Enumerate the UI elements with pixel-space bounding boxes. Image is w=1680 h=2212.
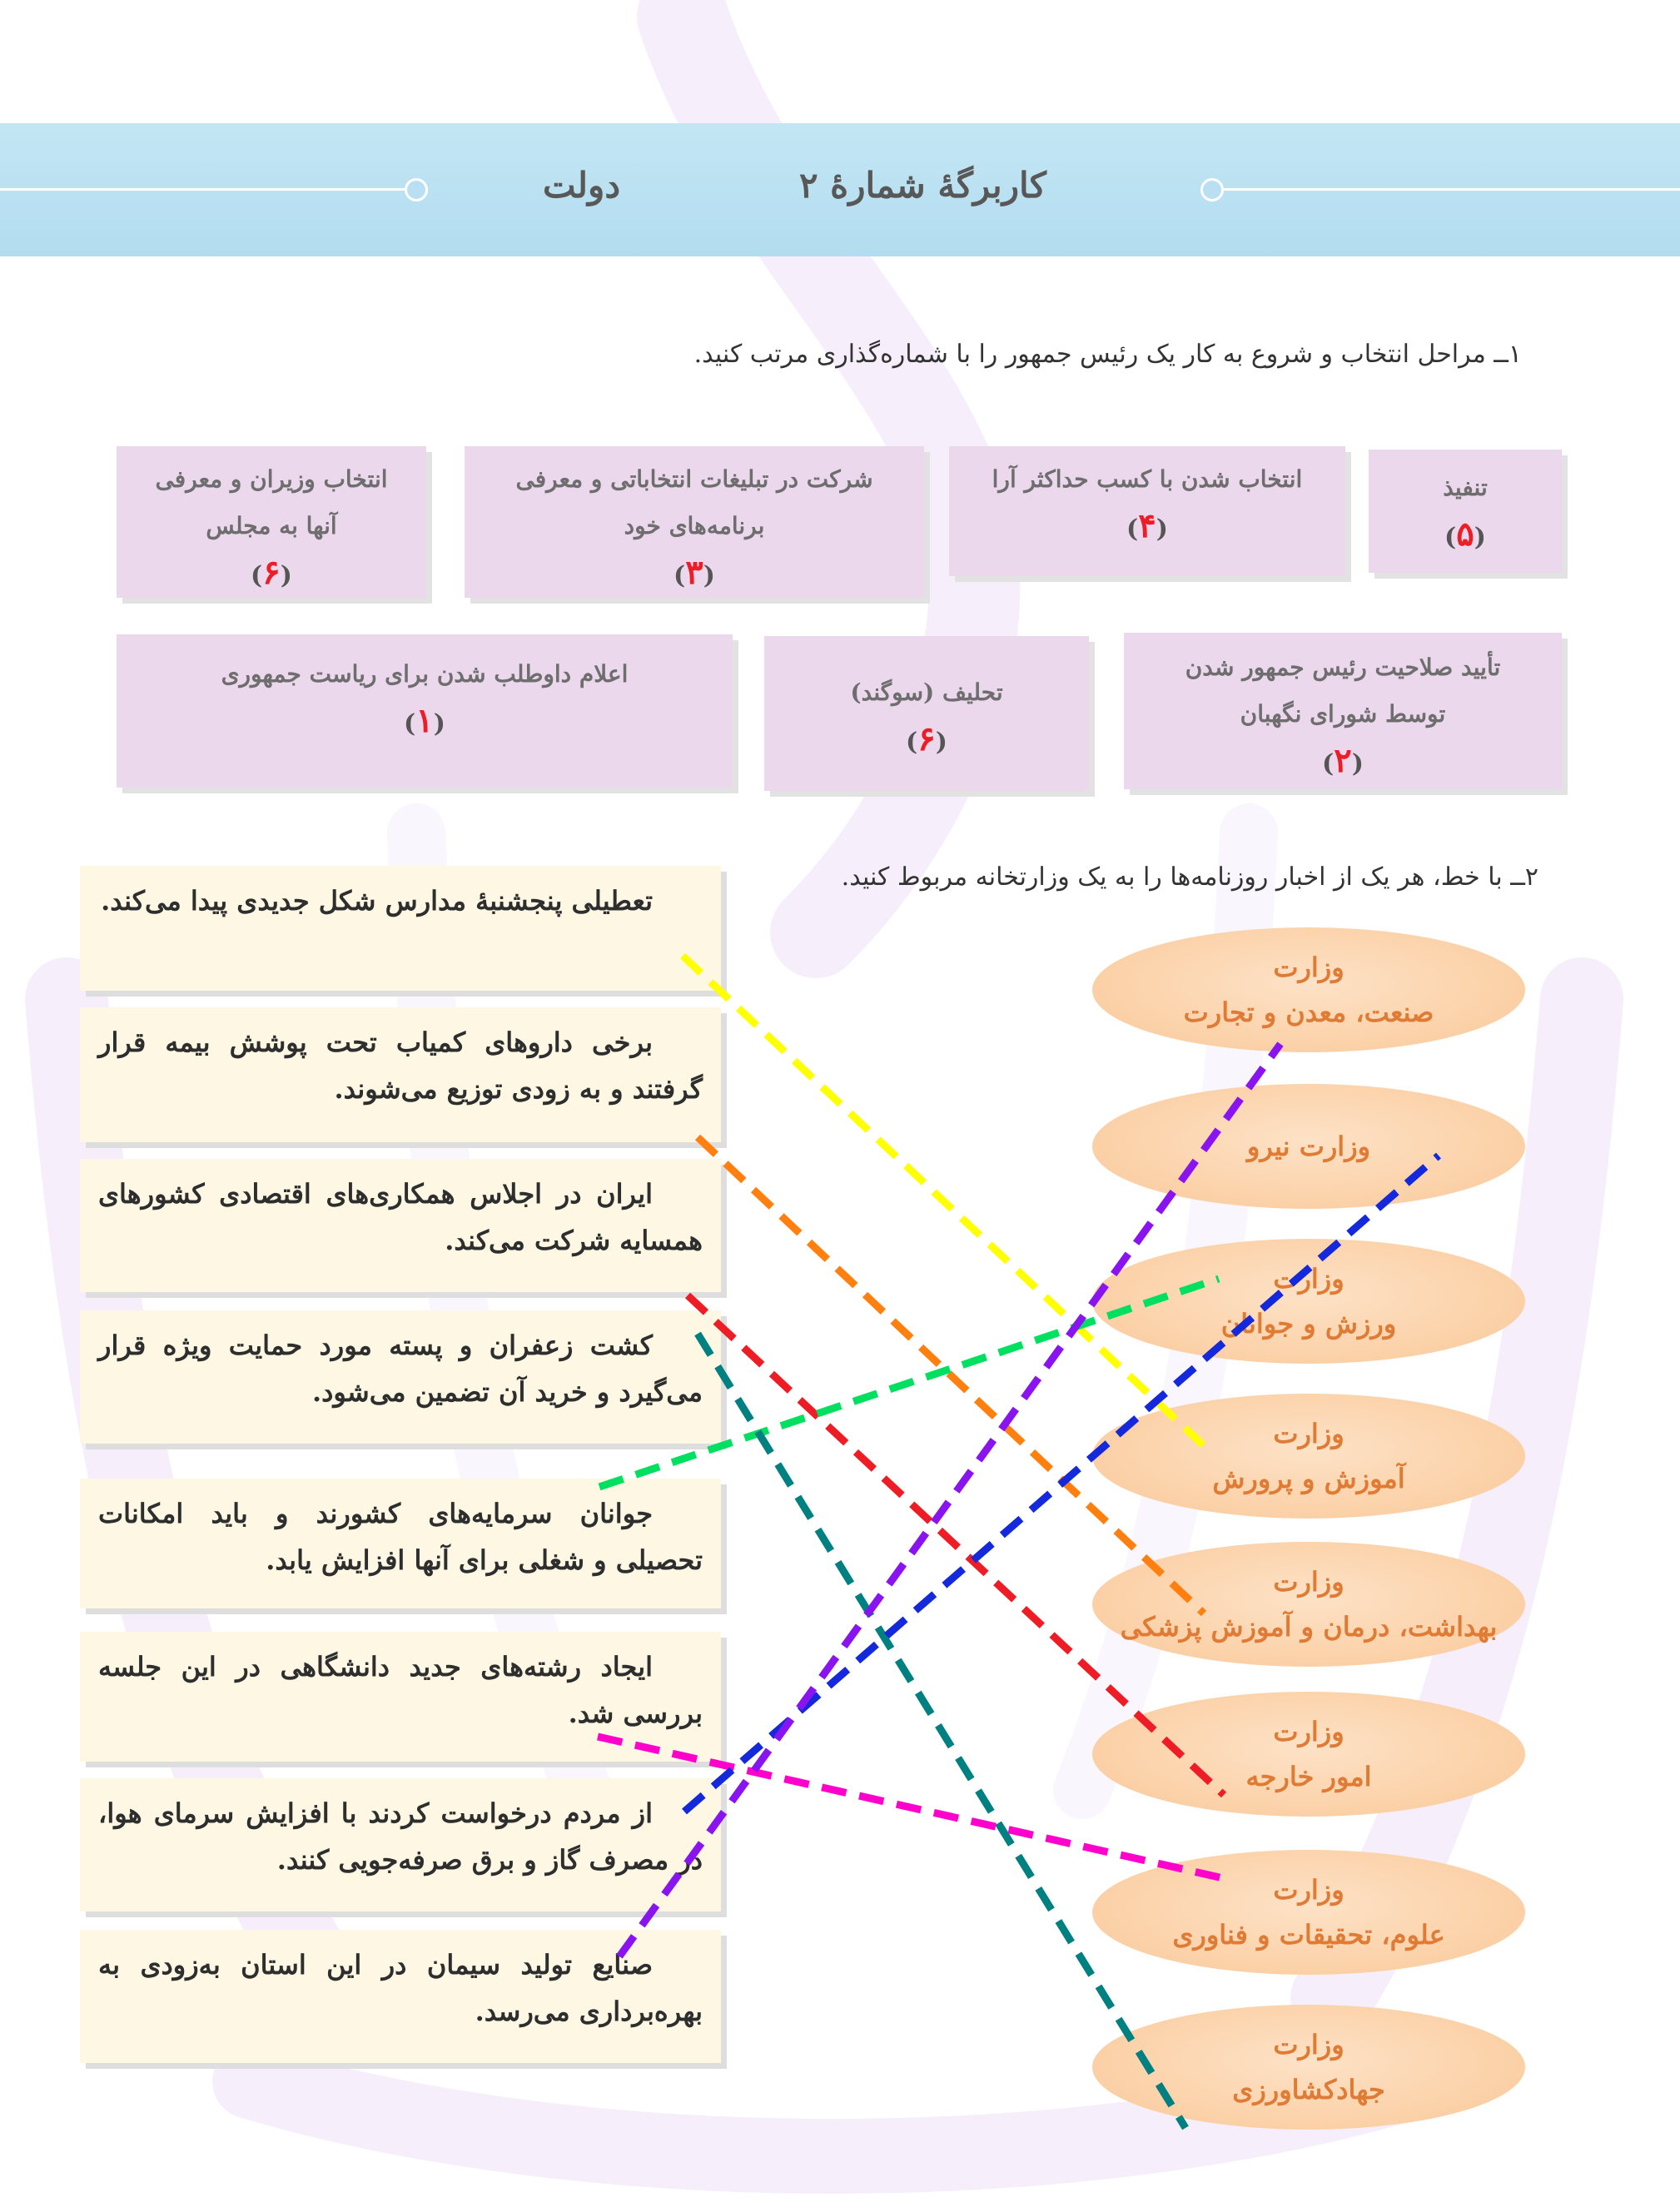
ministry-label: وزارت	[1273, 952, 1344, 983]
page-title: کاربرگهٔ شمارهٔ ۲	[799, 165, 1046, 206]
ministry-name: ورزش و جوانان	[1220, 1308, 1397, 1340]
step-card: شرکت در تبلیغات انتخاباتی و معرفی برنامه‌های خود (۳)	[465, 446, 924, 598]
ministry-oval	[1092, 1850, 1525, 1975]
step-text: تأیید صلاحیت رئیس جمهور شدن توسط شورای نگهبان	[1185, 654, 1501, 728]
news-item	[80, 1930, 721, 2063]
news-text: جوانان سرمایه‌های کشورند و باید امکانات تحصیلی و شغلی برای آنها افزایش یابد.	[98, 1498, 703, 1576]
step-text: شرکت در تبلیغات انتخاباتی و معرفی برنامه‌های خود	[515, 465, 873, 539]
ministry-name: امور خارجه	[1245, 1761, 1372, 1792]
news-item	[80, 1007, 721, 1142]
ministry-oval	[1092, 1692, 1525, 1817]
news-text: تعطیلی پنجشنبهٔ مدارس شکل جدیدی پیدا می‌کند.	[101, 885, 653, 917]
banner-dot-left	[405, 178, 428, 201]
news-text: از مردم درخواست کردند با افزایش سرمای هوا، در مصرف گاز و برق صرفه‌جویی کنند.	[98, 1797, 703, 1876]
ministry-label: وزارت	[1273, 2029, 1344, 2060]
ministry-name: جهادکشاورزی	[1232, 2074, 1385, 2105]
ministry-oval	[1092, 927, 1525, 1052]
news-text: ایران در اجلاس همکاری‌های اقتصادی کشورهای همسایه شرکت می‌کند.	[98, 1178, 703, 1256]
ministry-name: بهداشت، درمان و آموزش پزشکی	[1120, 1611, 1498, 1643]
step-answer: ۴	[1138, 506, 1156, 545]
banner-rule-left	[0, 188, 408, 191]
ministry-label: وزارت	[1273, 1418, 1344, 1449]
ministry-oval	[1092, 1084, 1525, 1209]
step-text: انتخاب وزیران و معرفی آنها به مجلس	[155, 465, 388, 539]
step-card: انتخاب شدن با کسب حداکثر آرا (۴)	[949, 446, 1345, 576]
ministry-label: وزارت	[1273, 1566, 1344, 1598]
step-card: تأیید صلاحیت رئیس جمهور شدن توسط شورای نگهبان (۲)	[1124, 633, 1562, 789]
ministry-oval	[1092, 2005, 1525, 2130]
page-subtitle: دولت	[543, 165, 621, 206]
step-answer: ۶	[917, 719, 936, 758]
news-text: ایجاد رشته‌های جدید دانشگاهی در این جلسه بررسی شد.	[98, 1651, 703, 1729]
ministry-oval	[1092, 1239, 1525, 1364]
news-text: صنایع تولید سیمان در این استان به‌زودی به بهره‌برداری می‌رسد.	[98, 1949, 703, 2027]
ministry-name: آموزش و پرورش	[1212, 1463, 1405, 1494]
banner-rule-right	[1222, 188, 1680, 191]
step-text: انتخاب شدن با کسب حداکثر آرا	[992, 465, 1303, 493]
news-item	[80, 1778, 721, 1911]
ministry-label: وزارت	[1273, 1874, 1344, 1906]
ministry-name: علوم، تحقیقات و فناوری	[1172, 1919, 1445, 1951]
news-item	[80, 1479, 721, 1608]
ministry-oval	[1092, 1394, 1525, 1519]
step-text: تحلیف (سوگند)	[850, 679, 1003, 706]
news-item	[80, 866, 721, 991]
question-1-text: ۱ــ مراحل انتخاب و شروع به کار یک رئیس جمهور را با شماره‌گذاری مرتب کنید.	[693, 340, 1522, 369]
header-banner	[0, 123, 1680, 256]
step-card: تحلیف (سوگند) (۶)	[764, 636, 1089, 791]
ministry-label: وزارت	[1273, 1263, 1344, 1295]
step-card: تنفیذ (۵)	[1369, 450, 1562, 573]
question-2-text: ۲ــ با خط، هر یک از اخبار روزنامه‌ها را به یک وزارتخانه مربوط کنید.	[841, 862, 1538, 892]
news-item	[80, 1159, 721, 1292]
step-answer: ۲	[1334, 741, 1352, 780]
step-card: انتخاب وزیران و معرفی آنها به مجلس (۶)	[117, 446, 426, 598]
step-answer: ۶	[262, 553, 281, 592]
news-item	[80, 1632, 721, 1762]
step-answer: ۵	[1456, 514, 1474, 554]
step-text: اعلام داوطلب شدن برای ریاست جمهوری	[221, 660, 629, 688]
step-card: اعلام داوطلب شدن برای ریاست جمهوری (۱)	[117, 634, 733, 788]
step-answer: ۱	[415, 701, 434, 740]
news-text: برخی داروهای کمیاب تحت پوشش بیمه قرار گرفتند و به زودی توزیع می‌شوند.	[98, 1026, 703, 1105]
banner-dot-right	[1200, 178, 1224, 201]
step-text: تنفیذ	[1443, 474, 1488, 501]
step-answer: ۳	[685, 553, 703, 592]
ministry-oval	[1092, 1542, 1525, 1667]
ministry-label: وزارت	[1273, 1716, 1344, 1747]
news-text: کشت زعفران و پسته مورد حمایت ویژه قرار می‌گیرد و خرید آن تضمین می‌شود.	[98, 1330, 703, 1408]
news-item	[80, 1310, 721, 1444]
ministry-label: وزارت نیرو	[1246, 1131, 1371, 1162]
ministry-name: صنعت، معدن و تجارت	[1183, 997, 1434, 1028]
